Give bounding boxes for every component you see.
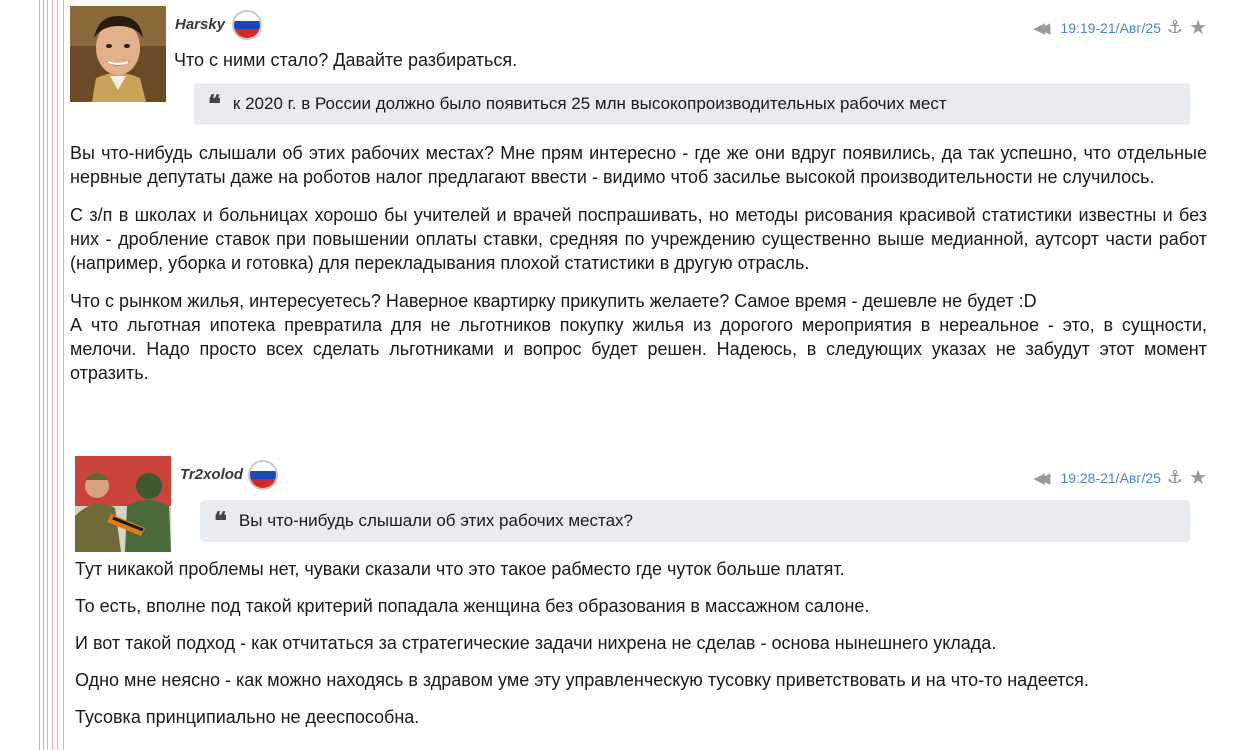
quote-text: к 2020 г. в России должно было появиться 25 млн высокопроизводительных рабочих мест: [232, 94, 947, 113]
quote-block: [200, 500, 1190, 542]
anchor-icon[interactable]: ⚓: [1166, 467, 1184, 487]
user-avatar[interactable]: [70, 6, 166, 102]
post-paragraph: Тусовка принципиально не дееспособна.: [75, 707, 420, 727]
quote-block: [194, 83, 1190, 125]
post-meta: [1033, 465, 1207, 490]
post-timestamp-link[interactable]: 19:19-21/Авг/25: [1060, 19, 1161, 36]
post-header: [180, 460, 1207, 490]
russia-flag-icon: [232, 10, 262, 40]
star-icon[interactable]: ★: [1189, 17, 1207, 39]
thread-line: [47, 0, 48, 750]
post-body: [75, 557, 1207, 742]
post-body: [70, 141, 1207, 399]
post-paragraph: Тут никакой проблемы нет, чуваки сказали что это такое рабместо где чуток больше платят.: [75, 559, 845, 579]
thread-line: [52, 0, 53, 750]
thread-line: [39, 0, 40, 750]
post-meta: [1033, 15, 1207, 40]
post-paragraph: Что с рынком жилья, интересуетесь? Наверное квартирку прикупить желаете? Самое время - дешевле не будет :D: [70, 291, 1037, 311]
post-paragraph: А что льготная ипотека превратила для не льготников покупку жилья из дорогого мероприятия в нереальное - это, в сущности, мелочи. Надо просто всех сделать льготниками и вопрос будет решен. Надеюсь, в следующих указах не забудут этот момент отразить.: [70, 315, 1207, 383]
star-icon[interactable]: ★: [1189, 467, 1207, 489]
thread-nesting-lines: [0, 0, 70, 750]
thread-line: [57, 0, 58, 750]
post-paragraph: Вы что-нибудь слышали об этих рабочих местах? Мне прям интересно - где же они вдруг появились, да так успешно, что отдельные нервные депутаты даже на роботов налог предлагают ввести - видимо чтоб засилье высокой производительности не случилось.: [70, 143, 1207, 187]
post-timestamp-link[interactable]: 19:28-21/Авг/25: [1060, 469, 1161, 486]
post-paragraph: То есть, вполне под такой критерий попадала женщина без образования в массажном салоне.: [75, 596, 870, 616]
thread-line: [63, 0, 64, 750]
post-intro-text: Что с ними стало? Давайте разбираться.: [174, 50, 518, 70]
user-avatar[interactable]: [75, 456, 171, 552]
thread-line: [43, 0, 44, 750]
rewind-icon[interactable]: ◀◀: [1033, 19, 1045, 37]
quote-mark-icon: ❝: [214, 506, 227, 535]
rewind-icon[interactable]: ◀◀: [1033, 469, 1045, 487]
username-link[interactable]: Harsky: [175, 16, 226, 33]
username-link[interactable]: Tr2xolod: [180, 466, 244, 483]
post-header: [175, 10, 1207, 40]
russia-flag-icon: [248, 460, 278, 490]
quote-mark-icon: ❝: [208, 89, 221, 118]
quote-text: Вы что-нибудь слышали об этих рабочих местах?: [238, 511, 633, 530]
post-paragraph: Одно мне неясно - как можно находясь в здравом уме эту управленческую тусовку приветствовать и на что-то надеется.: [75, 670, 1089, 690]
anchor-icon[interactable]: ⚓: [1166, 17, 1184, 37]
post-paragraph: И вот такой подход - как отчитаться за стратегические задачи нихрена не сделав - основа нынешнего уклада.: [75, 633, 997, 653]
post-paragraph: С з/п в школах и больницах хорошо бы учителей и врачей поспрашивать, но методы рисования красивой статистики известны и без них - дробление ставок при повышении оплаты ставки, средняя по учреждению существенно выше медианной, аутсорт части работ (например, уборка и готовка) для перекладывания плохой статистики в другую отрасль.: [70, 205, 1207, 273]
